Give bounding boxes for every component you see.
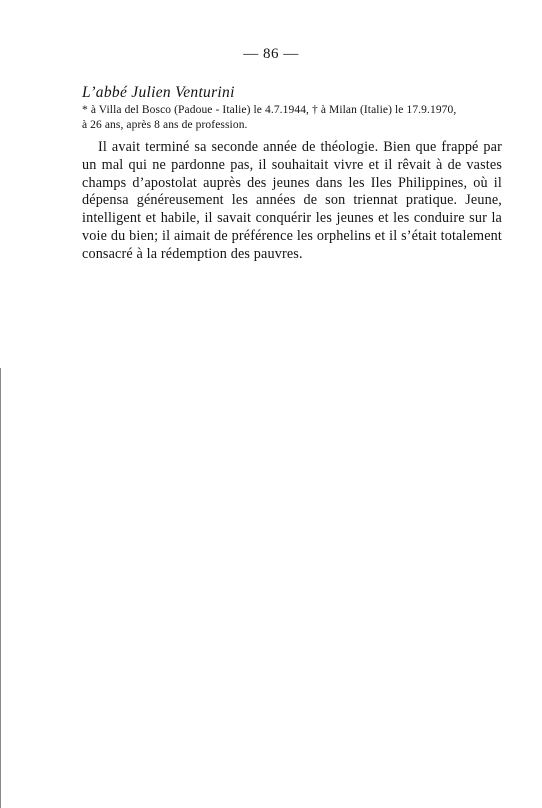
obituary-entry [82,84,502,264]
entry-title: L’abbé Julien Venturini [82,84,235,101]
entry-meta-line-1: * à Villa del Bosco (Padoue - Italie) le 4.7.1944, † à Milan (Italie) le 17.9.1970, [82,104,457,116]
entry-body-paragraph: Il avait terminé sa seconde année de théologie. Bien que frappé par un mal qui ne pardonne pas, il souhaitait vivre et il rêvait à de vastes champs d’apostolat auprès des jeunes dans les Iles Philippines, où il dépensa généreusement les années de son triennat pratique. Jeune, intelligent et habile, il savait conquérir les jeunes et les conduire sur la voie du bien; il aimait de préférence les orphelins et il s’était totalement consacré à la rédemption des pauvres. [82,139,502,262]
page-number: — 86 — [243,46,299,62]
scan-edge-line [0,368,1,808]
entry-meta-line-2: à 26 ans, après 8 ans de profession. [82,119,248,131]
entry-biographical-details [82,103,502,133]
